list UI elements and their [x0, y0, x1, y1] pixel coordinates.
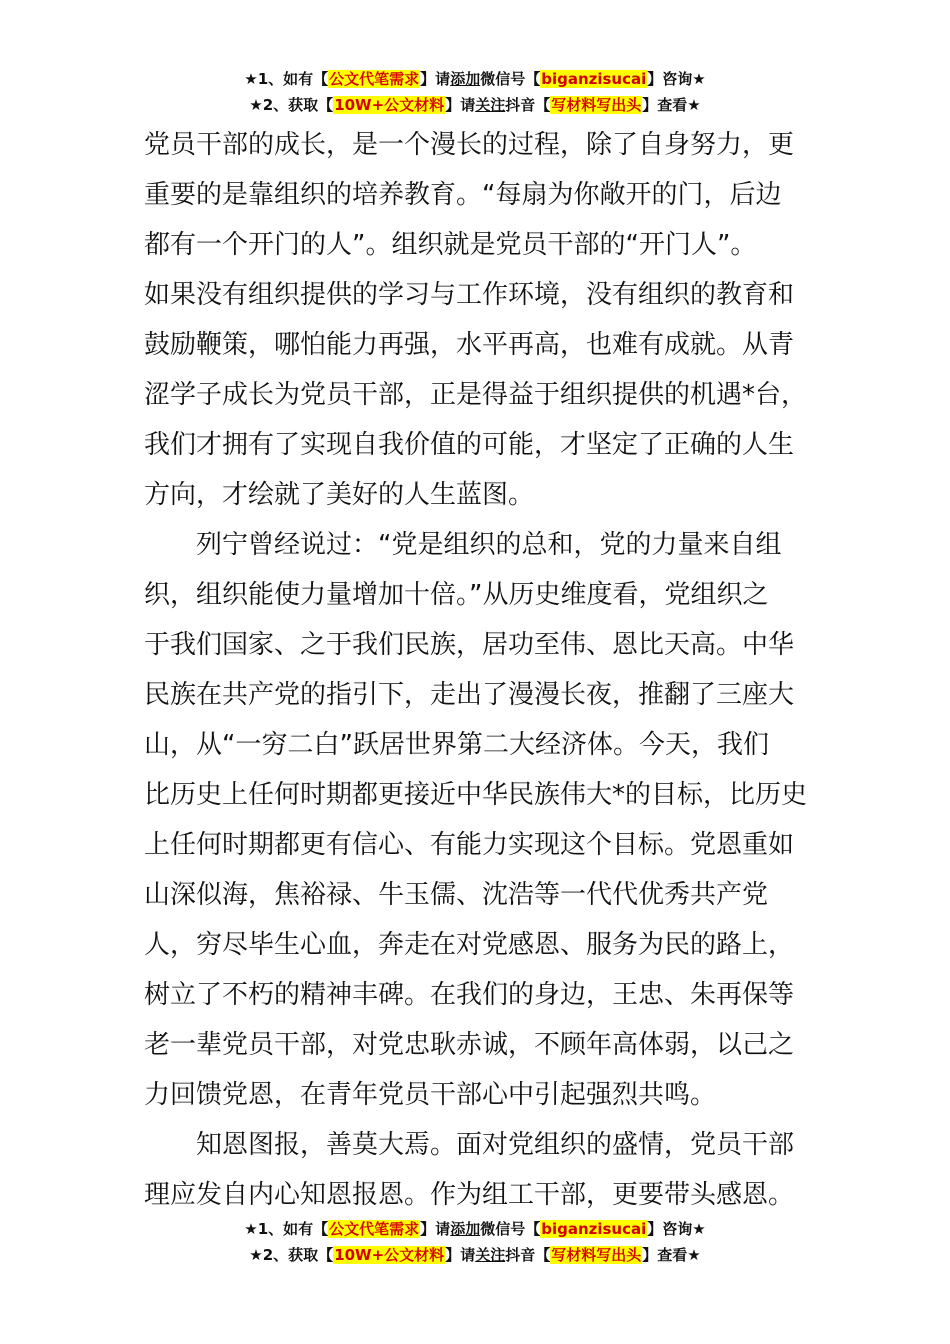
text-line: 如果没有组织提供的学习与工作环境，没有组织的教育和: [144, 280, 795, 310]
paragraph: [144, 1120, 814, 1220]
banner-line-2: ★2、获取【10W+公文材料】请关注抖音【写材料写出头】查看★: [249, 1246, 701, 1264]
highlight-materials: 10W+公文材料: [334, 1246, 445, 1264]
highlight-douyin: 写材料写出头: [551, 96, 642, 114]
text-line: 方向，才绘就了美好的人生蓝图。: [144, 480, 535, 510]
banner-line-2: ★2、获取【10W+公文材料】请关注抖音【写材料写出头】查看★: [249, 96, 701, 114]
banner-line-1: ★1、如有【公文代笔需求】请添加微信号【biganzisucai】咨询★: [244, 1220, 706, 1238]
highlight-wechat-id: biganzisucai: [541, 70, 647, 88]
text-line: 山，从“一穷二白”跃居世界第二大经济体。今天，我们: [144, 730, 769, 760]
text-line: 比历史上任何时期都更接近中华民族伟大*的目标，比历史: [144, 780, 808, 810]
text-line: 鼓励鞭策，哪怕能力再强，水平再高，也难有成就。从青: [144, 330, 795, 360]
highlight-service: 公文代笔需求: [329, 70, 420, 88]
text-line: 织，组织能使力量增加十倍。”从历史维度看，党组织之: [144, 580, 769, 610]
text-line: 都有一个开门的人”。组织就是党员干部的“开门人”。: [144, 230, 757, 260]
text-line: 我们才拥有了实现自我价值的可能，才坚定了正确的人生: [144, 430, 795, 460]
text-line: 人，穷尽毕生心血，奔走在对党感恩、服务为民的路上，: [144, 930, 795, 960]
header-banner: [0, 66, 950, 118]
highlight-douyin: 写材料写出头: [551, 1246, 642, 1264]
text-line: 力回馈党恩，在青年党员干部心中引起强烈共鸣。: [144, 1080, 717, 1110]
text-line: 树立了不朽的精神丰碑。在我们的身边，王忠、朱再保等: [144, 980, 795, 1010]
text-line: 党员干部的成长，是一个漫长的过程，除了自身努力，更: [144, 130, 795, 160]
paragraph: [144, 520, 814, 1120]
highlight-wechat-id: biganzisucai: [541, 1220, 647, 1238]
document-body: [144, 120, 814, 1220]
text-line: 理应发自内心知恩报恩。作为组工干部，更要带头感恩。: [144, 1180, 795, 1210]
text-line: 上任何时期都更有信心、有能力实现这个目标。党恩重如: [144, 830, 795, 860]
footer-banner: [0, 1216, 950, 1268]
text-line: 山深似海，焦裕禄、牛玉儒、沈浩等一代代优秀共产党: [144, 880, 769, 910]
banner-line-1: ★1、如有【公文代笔需求】请添加微信号【biganzisucai】咨询★: [244, 70, 706, 88]
text-line: 重要的是靠组织的培养教育。“每扇为你敞开的门，后边: [144, 180, 782, 210]
highlight-service: 公文代笔需求: [329, 1220, 420, 1238]
paragraph: [144, 120, 814, 520]
text-line: 列宁曾经说过：“党是组织的总和，党的力量来自组: [196, 530, 782, 560]
text-line: 涩学子成长为党员干部，正是得益于组织提供的机遇*台，: [144, 380, 808, 410]
text-line: 知恩图报，善莫大焉。面对党组织的盛情，党员干部: [196, 1130, 795, 1160]
text-line: 老一辈党员干部，对党忠耿赤诚，不顾年高体弱，以己之: [144, 1030, 795, 1060]
highlight-materials: 10W+公文材料: [334, 96, 445, 114]
text-line: 于我们国家、之于我们民族，居功至伟、恩比天高。中华: [144, 630, 795, 660]
text-line: 民族在共产党的指引下，走出了漫漫长夜，推翻了三座大: [144, 680, 795, 710]
